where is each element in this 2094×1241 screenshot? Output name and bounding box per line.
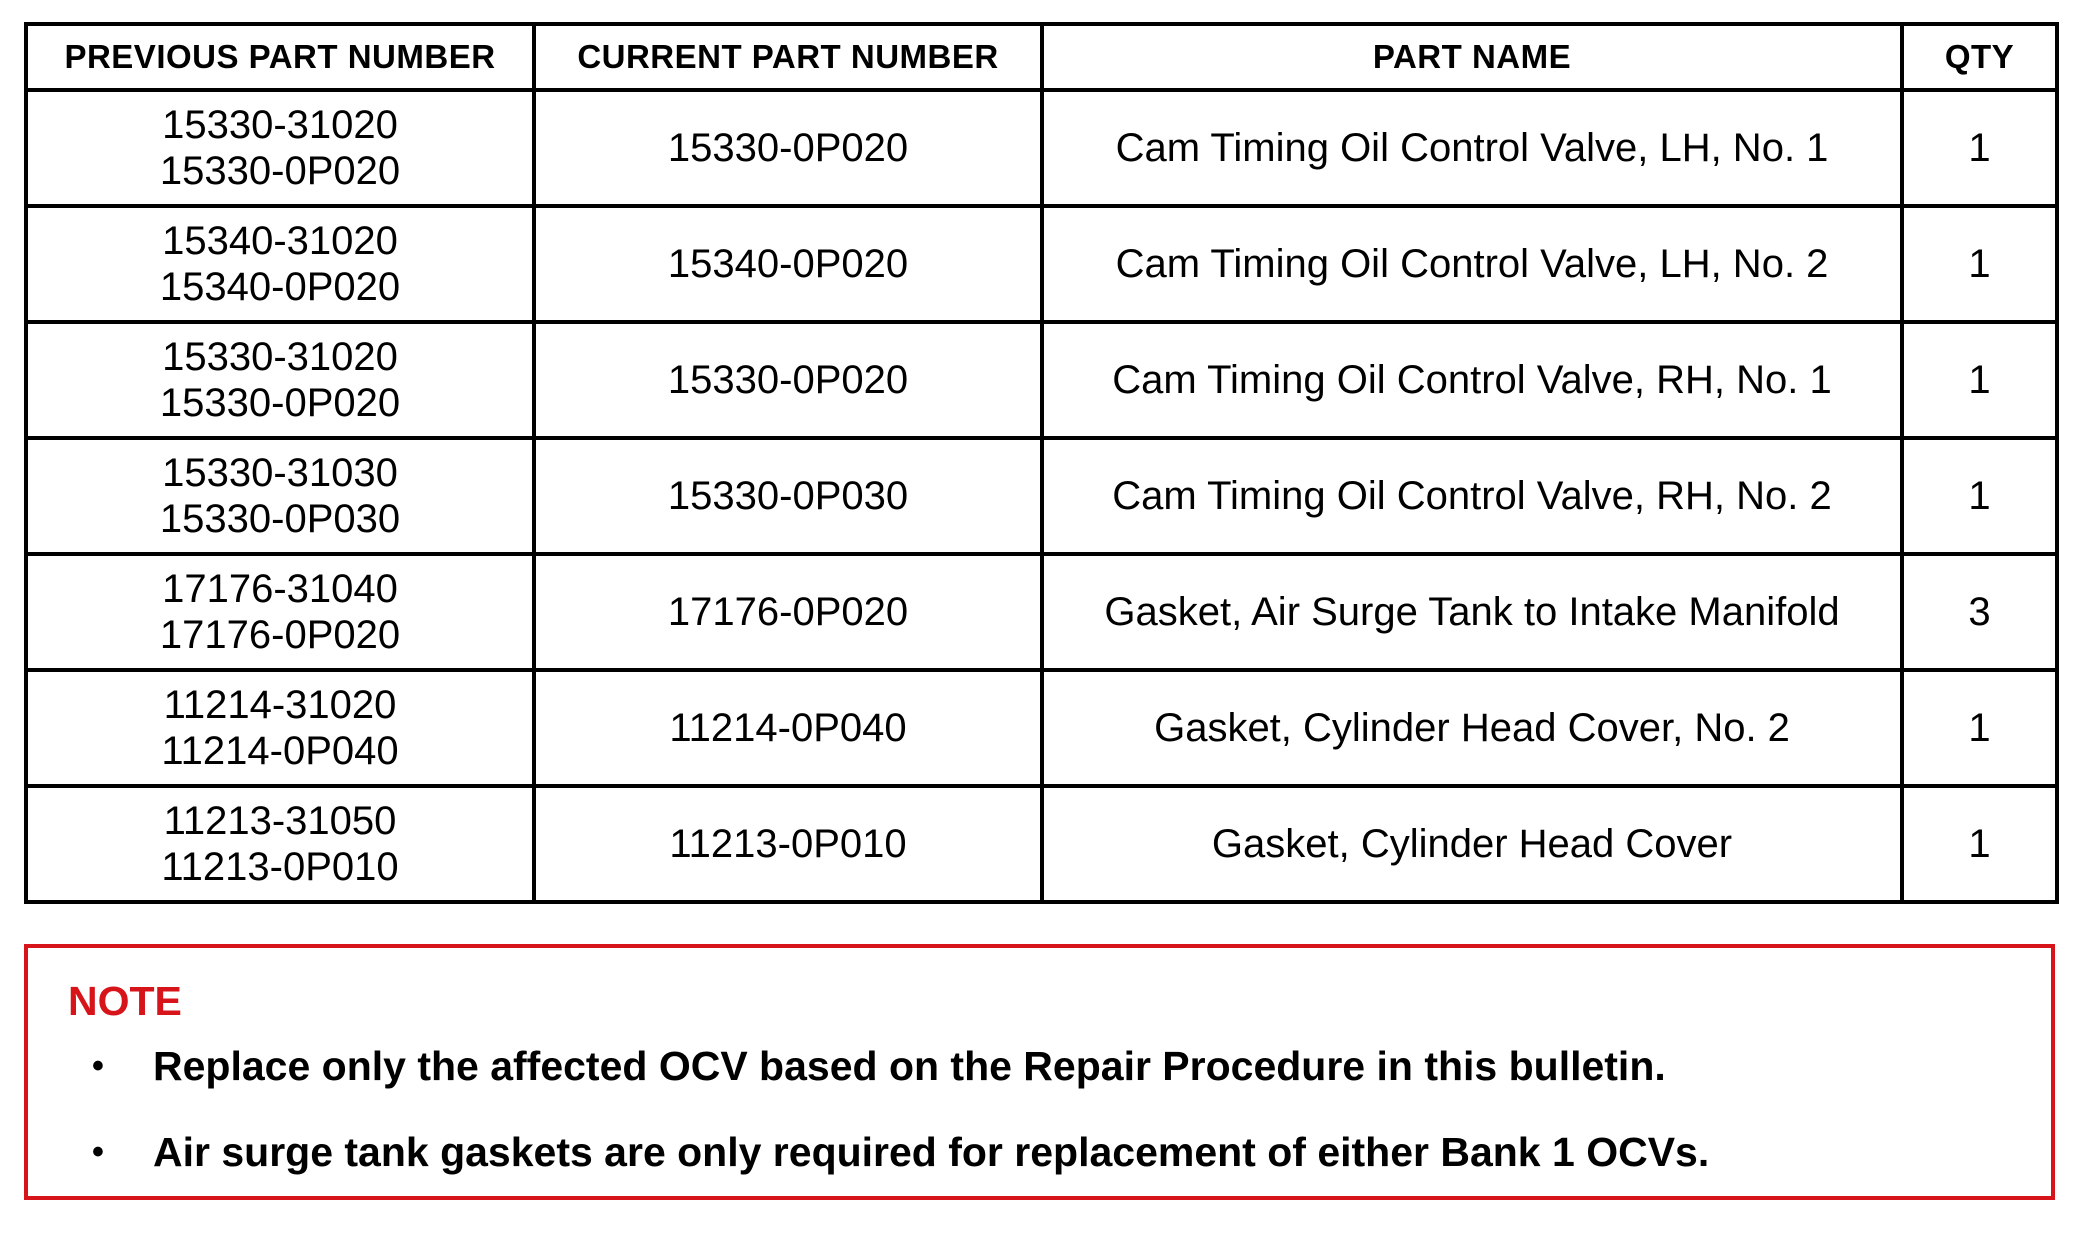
note-item-text: Replace only the affected OCV based on the Repair Procedure in this bulletin.	[153, 1043, 1666, 1089]
part-name-cell: Cam Timing Oil Control Valve, RH, No. 1	[1042, 322, 1902, 438]
header-qty: QTY	[1902, 24, 2057, 90]
previous-part-numbers-cell	[26, 322, 534, 438]
previous-part-numbers-cell	[26, 90, 534, 206]
previous-part-number-new: 11213-0P010	[161, 845, 399, 889]
current-part-number-cell: 17176-0P020	[534, 554, 1042, 670]
previous-part-number-old: 15330-31020	[162, 335, 398, 379]
table-row	[26, 90, 2057, 206]
header-previous-part-number: PREVIOUS PART NUMBER	[26, 24, 534, 90]
qty-cell: 1	[1902, 90, 2057, 206]
note-title: NOTE	[68, 978, 182, 1024]
current-part-number-cell: 11214-0P040	[534, 670, 1042, 786]
qty-cell: 1	[1902, 206, 2057, 322]
part-name-cell: Gasket, Cylinder Head Cover, No. 2	[1042, 670, 1902, 786]
note-box	[24, 944, 2055, 1200]
current-part-number-cell: 15330-0P030	[534, 438, 1042, 554]
table-row	[26, 322, 2057, 438]
bullet-icon: •	[92, 1047, 104, 1085]
qty-cell: 1	[1902, 670, 2057, 786]
previous-part-numbers-cell	[26, 438, 534, 554]
previous-part-number-old: 15330-31030	[162, 451, 398, 495]
table-row	[26, 438, 2057, 554]
previous-part-number-old: 15340-31020	[162, 219, 398, 263]
part-name-cell: Cam Timing Oil Control Valve, RH, No. 2	[1042, 438, 1902, 554]
table-row	[26, 670, 2057, 786]
bullet-icon: •	[92, 1133, 104, 1171]
table-row	[26, 554, 2057, 670]
header-current-part-number: CURRENT PART NUMBER	[534, 24, 1042, 90]
table-row	[26, 206, 2057, 322]
previous-part-number-old: 11214-31020	[163, 683, 397, 727]
table-header-row	[26, 24, 2057, 90]
part-name-cell: Gasket, Cylinder Head Cover	[1042, 786, 1902, 902]
previous-part-numbers-cell	[26, 786, 534, 902]
part-name-cell: Cam Timing Oil Control Valve, LH, No. 1	[1042, 90, 1902, 206]
previous-part-numbers-cell	[26, 206, 534, 322]
previous-part-numbers-cell	[26, 670, 534, 786]
previous-part-number-old: 17176-31040	[162, 567, 398, 611]
current-part-number-cell: 15340-0P020	[534, 206, 1042, 322]
note-list	[92, 1042, 1709, 1214]
header-part-name: PART NAME	[1042, 24, 1902, 90]
part-name-cell: Gasket, Air Surge Tank to Intake Manifold	[1042, 554, 1902, 670]
note-item	[92, 1128, 1709, 1176]
current-part-number-cell: 15330-0P020	[534, 90, 1042, 206]
previous-part-number-new: 17176-0P020	[159, 613, 401, 657]
previous-part-number-new: 15330-0P030	[159, 497, 401, 541]
qty-cell: 1	[1902, 786, 2057, 902]
qty-cell: 3	[1902, 554, 2057, 670]
previous-part-number-new: 15330-0P020	[159, 149, 401, 193]
previous-part-number-new: 15330-0P020	[159, 381, 401, 425]
current-part-number-cell: 15330-0P020	[534, 322, 1042, 438]
table-row	[26, 786, 2057, 902]
qty-cell: 1	[1902, 438, 2057, 554]
qty-cell: 1	[1902, 322, 2057, 438]
previous-part-number-old: 11213-31050	[163, 799, 397, 843]
part-name-cell: Cam Timing Oil Control Valve, LH, No. 2	[1042, 206, 1902, 322]
previous-part-numbers-cell	[26, 554, 534, 670]
note-item	[92, 1042, 1709, 1090]
parts-table	[24, 22, 2059, 904]
note-item-text: Air surge tank gaskets are only required for replacement of either Bank 1 OCVs.	[153, 1129, 1710, 1175]
previous-part-number-old: 15330-31020	[162, 103, 398, 147]
previous-part-number-new: 11214-0P040	[161, 729, 399, 773]
previous-part-number-new: 15340-0P020	[159, 265, 401, 309]
current-part-number-cell: 11213-0P010	[534, 786, 1042, 902]
